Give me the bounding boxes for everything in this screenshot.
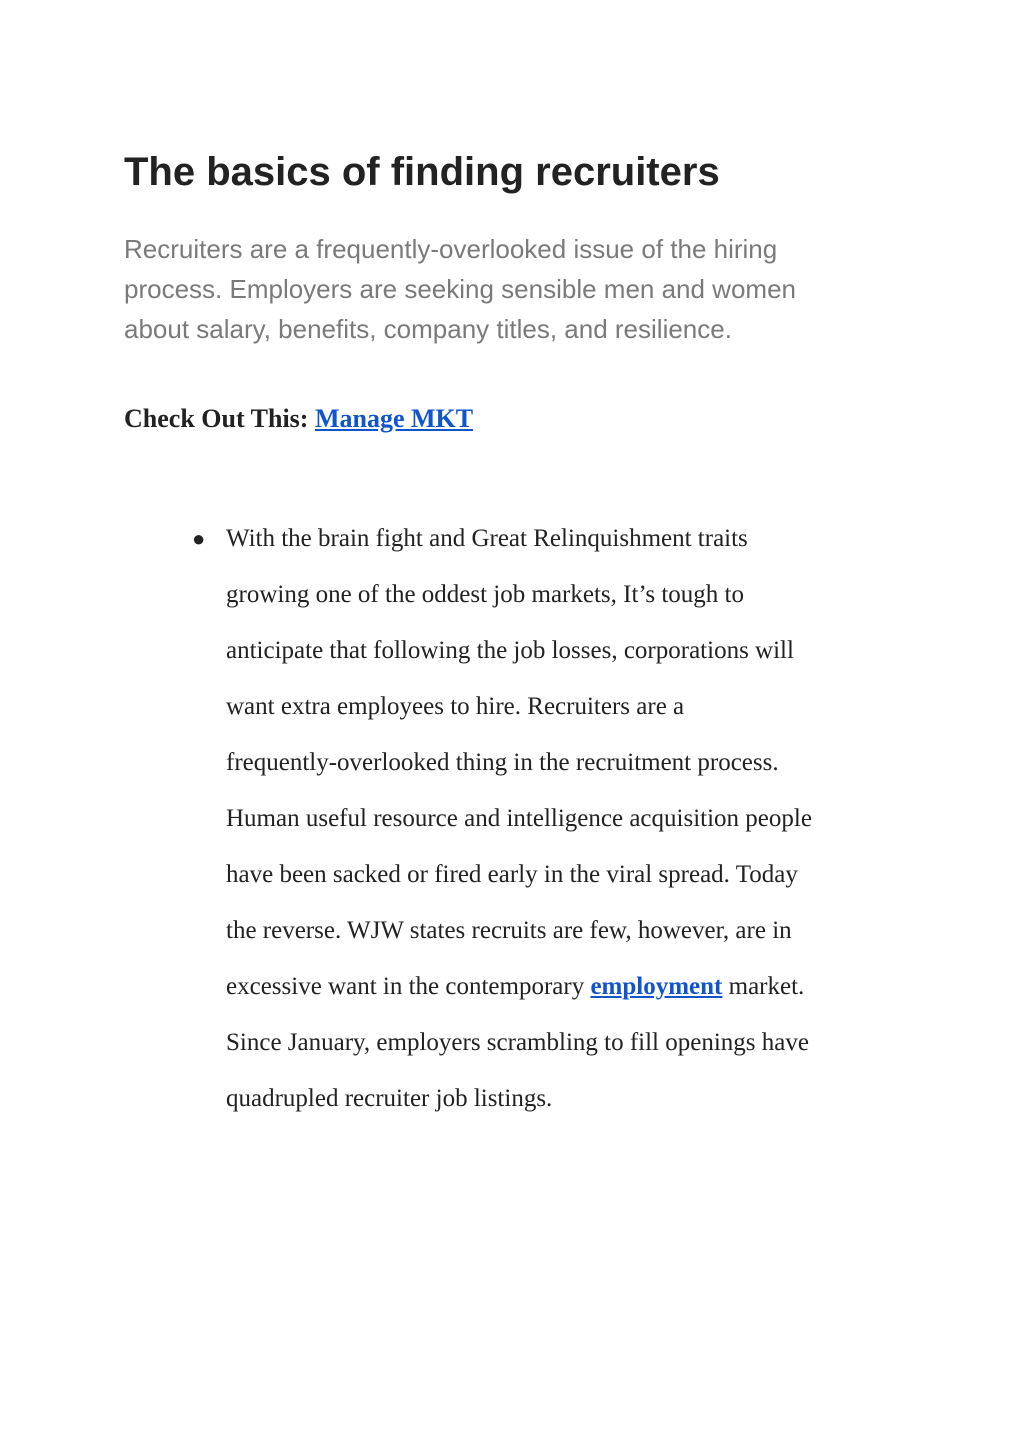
bullet-line: With the brain fight and Great Relinquishment traits <box>226 525 748 552</box>
check-out-label: Check Out This: <box>124 404 309 433</box>
intro-line: about salary, benefits, company titles, and resilience. <box>124 314 732 344</box>
manage-mkt-link[interactable]: Manage MKT <box>314 404 474 433</box>
intro-line: Recruiters are a frequently-overlooked issue of the hiring <box>124 234 778 264</box>
bullet-text <box>226 511 912 1127</box>
bullet-line: anticipate that following the job losses, corporations will <box>226 637 794 664</box>
page-title: The basics of finding recruiters <box>124 150 720 194</box>
bullet-line: Human useful resource and intelligence acquisition people <box>226 805 812 832</box>
employment-link[interactable]: employment <box>590 973 723 1000</box>
bullet-icon: ● <box>192 526 206 551</box>
bullet-line: quadrupled recruiter job listings. <box>226 1085 553 1112</box>
list-item <box>192 511 912 1127</box>
intro-paragraph <box>124 229 884 349</box>
bullet-line: growing one of the oddest job markets, It’s tough to <box>226 581 744 608</box>
bullet-line: have been sacked or fired early in the viral spread. Today <box>226 861 798 888</box>
bullet-line: frequently-overlooked thing in the recruitment process. <box>226 749 779 776</box>
bullet-line: want extra employees to hire. Recruiters are a <box>226 693 685 720</box>
bullet-line-part: excessive want in the contemporary <box>226 973 591 1000</box>
bullet-line-part: market. <box>722 973 805 1000</box>
check-out-line <box>124 400 473 438</box>
intro-line: process. Employers are seeking sensible men and women <box>124 274 797 304</box>
bullet-line: Since January, employers scrambling to fill openings have <box>226 1029 809 1056</box>
bullet-line-with-link <box>226 959 912 1015</box>
bullet-list <box>192 511 912 1127</box>
bullet-line: the reverse. WJW states recruits are few, however, are in <box>226 917 792 944</box>
